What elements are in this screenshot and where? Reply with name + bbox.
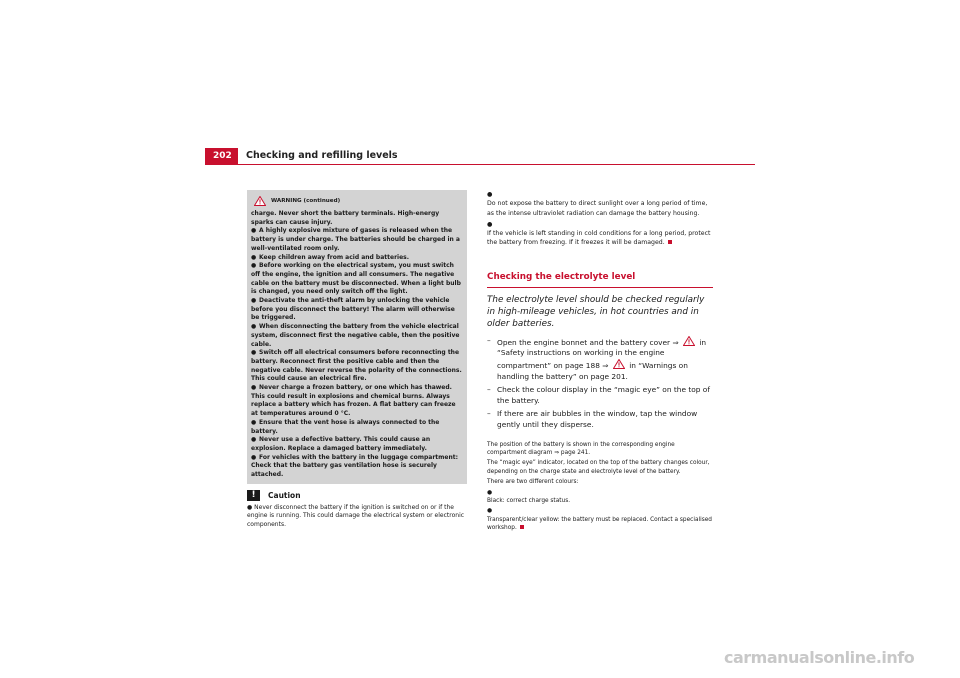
bullet-dot: ● <box>487 191 493 198</box>
warning-intro: charge. Never short the battery terminals. High-energy sparks can cause injury. <box>251 210 440 226</box>
note-paragraph: The position of the battery is shown in the corresponding engine compartment diagram ⇒ page 241. <box>487 441 675 456</box>
instruction-step: – Open the engine bonnet and the battery cover ⇒ in “Safety instructions on working in the engine compartment” on page 188 ⇒ in “Warnings on handling the battery” on page 201. <box>487 335 707 381</box>
bullet-dot: ● <box>251 227 257 235</box>
bullet-dot: ● <box>487 489 493 496</box>
colour-bullet: ● Transparent/clear yellow: the battery must be replaced. Contact a specialised workshop. <box>487 508 712 532</box>
bullet-dot: ● <box>251 349 257 357</box>
bullet-dot: ● <box>487 220 493 228</box>
bullet-dot: ● <box>251 384 257 392</box>
warning-title: WARNING (continued) <box>271 197 341 204</box>
header-rule <box>205 164 755 165</box>
caution-header <box>247 490 467 501</box>
battery-bullet: ● If the vehicle is left standing in cold conditions for a long period, protect the battery from freezing. If it freezes it will be damaged. <box>487 220 711 247</box>
bullet-dot: ● <box>251 418 257 426</box>
bullet-dot: ● <box>247 503 253 511</box>
warning-box <box>247 190 467 484</box>
bullet-dot: ● <box>251 297 257 305</box>
page-number: 202 <box>205 148 238 164</box>
colour-bullet: ● Black: correct charge status. <box>487 489 571 504</box>
section-title: Checking the electrolyte level <box>487 271 636 282</box>
note-paragraph: There are two different colours: <box>487 479 579 486</box>
bullet-dot: ● <box>251 262 257 270</box>
end-marker <box>520 525 524 529</box>
right-column <box>487 190 713 535</box>
instruction-step: – If there are air bubbles in the window, tap the window gently until they disperse. <box>487 409 698 429</box>
warning-header <box>254 196 463 206</box>
bullet-dot: ● <box>251 436 257 444</box>
note-paragraph: The “magic eye” indicator, located on the top of the battery changes colour, depending on the charge state and electrolyte level of the battery. <box>487 460 710 475</box>
battery-bullet: ● Do not expose the battery to direct sunlight over a long period of time, as the intense ultraviolet radiation can damage the battery housing. <box>487 191 708 217</box>
running-title: Checking and refilling levels <box>246 150 398 161</box>
notes <box>487 441 713 533</box>
instruction-step: – Check the colour display in the “magic eye” on the top of the battery. <box>487 385 710 405</box>
bullet-dot: ● <box>487 508 493 515</box>
warning-triangle-icon <box>683 336 695 346</box>
caution-exclamation-icon: ! <box>247 490 260 501</box>
warning-bullet: ● For vehicles with the battery in the luggage compartment: Check that the battery gas ventilation hose is securely attached. <box>251 453 459 479</box>
left-column <box>247 190 467 529</box>
step-dash: – <box>487 385 491 395</box>
caution-title: Caution <box>268 490 301 500</box>
warning-bullet: ● Switch off all electrical consumers before reconnecting the battery. Reconnect first the positive cable and then the negative cable. Never reverse the polarity of the connections. This could cause an electrical fire. <box>251 349 462 383</box>
warning-bullet: ● Never charge a frozen battery, or one which has thawed. This could result in explosions and chemical burns. Always replace a battery which has frozen. A flat battery can freeze at temperatures around 0 °C. <box>251 384 456 418</box>
bullet-dot: ● <box>251 253 257 261</box>
warning-bullet: ● A highly explosive mixture of gases is released when the battery is under charge. The batteries should be charged in a well-ventilated room only. <box>251 227 460 252</box>
step-dash: – <box>487 409 491 419</box>
bullet-dot: ● <box>251 453 257 461</box>
warning-bullet: ● Before working on the electrical system, you must switch off the engine, the ignition and all consumers. The negative cable on the battery must be disconnected. When a light bulb is changed, you need only switch off the light. <box>251 262 461 296</box>
warning-bullet: ● Deactivate the anti-theft alarm by unlocking the vehicle before you disconnect the battery! The alarm will otherwise be triggered. <box>251 297 455 322</box>
end-marker <box>668 240 672 244</box>
warning-bullet: ● When disconnecting the battery from the vehicle electrical system, disconnect first the negative cable, then the positive cable. <box>251 323 460 348</box>
caution-text: ● Never disconnect the battery if the ignition is switched on or if the engine is running. This could damage the electrical system or electronic components. <box>247 503 465 528</box>
footer-watermark: carmanualsonline.info <box>724 648 915 667</box>
warning-bullet: ● Never use a defective battery. This could cause an explosion. Replace a damaged battery immediately. <box>251 436 431 452</box>
bullet-dot: ● <box>251 323 257 331</box>
warning-triangle-icon <box>613 359 625 369</box>
warning-bullet: ● Keep children away from acid and batteries. <box>251 253 410 261</box>
section-lead: The electrolyte level should be checked regularly in high-mileage vehicles, in hot countries and in older batteries. <box>487 294 705 329</box>
section-rule <box>487 287 713 288</box>
step-dash: – <box>487 335 491 345</box>
warning-bullet: ● Ensure that the vent hose is always connected to the battery. <box>251 418 440 435</box>
warning-triangle-icon <box>254 196 266 206</box>
